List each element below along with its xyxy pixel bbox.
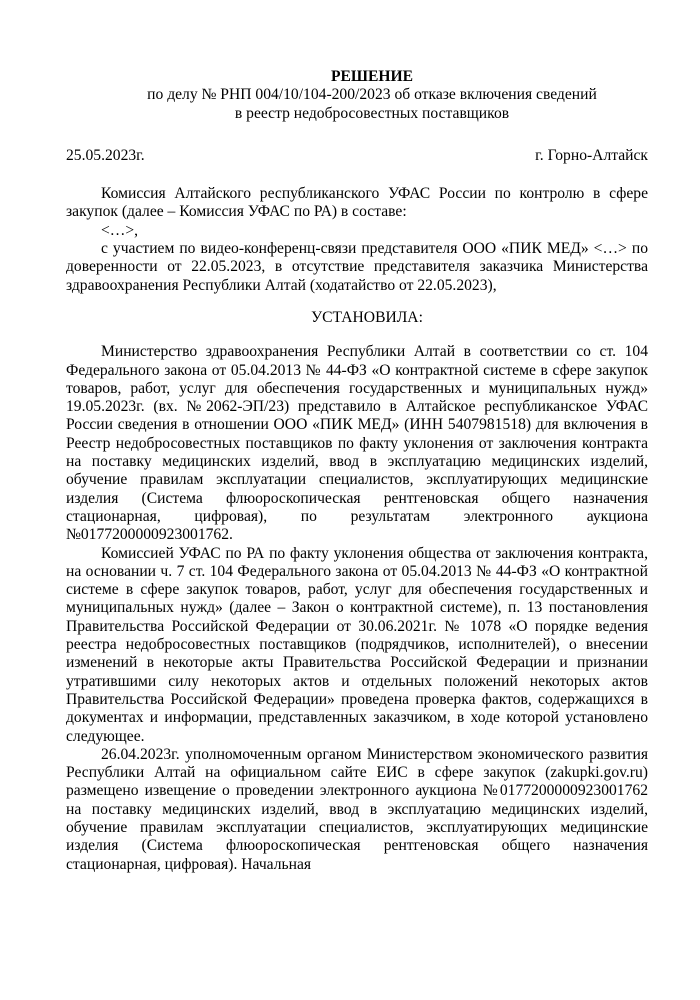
- document-title: РЕШЕНИЕ: [330, 68, 414, 85]
- body-paragraph-2: Комиссией УФАС по РА по факту уклонения общества от заключения контракта, на основании ч. 7 ст. 104 Федерального закона от 05.04.2013 № 44-ФЗ «О контрактной системе в сфере закупок товаров, работ, услуг для обеспечения государственных и муниципальных нужд» (далее – Закон о контрактной системе), п. 13 постановления Правительства Российской Федерации от 30.06.2021г. № 1078 «О порядке ведения реестра недобросовестных поставщиков (подрядчиков, исполнителей), о внесении изменений в некоторые акты Правительства Российской Федерации и признании утратившими силу некоторых актов и отдельных положений некоторых актов Правительства Российской Федерации» проведена проверка фактов, содержащихся в документах и информации, представленных заказчиком, в ходе которой установлено следующее.: [66, 544, 648, 745]
- document-date: 25.05.2023г.: [66, 146, 145, 164]
- participation-paragraph: с участием по видео-конференц-связи представителя ООО «ПИК МЕД» <…> по доверенности от 22.05.2023, в отсутствие представителя заказчика Министерства здравоохранения Республики Алтай (ходатайство от 22.05.2023),: [66, 240, 648, 294]
- section-heading: УСТАНОВИЛА:: [311, 308, 423, 326]
- document-city: г. Горно-Алтайск: [535, 146, 648, 164]
- date-place-row: [66, 147, 648, 165]
- document-subtitle-line2: в реестр недобросовестных поставщиков: [234, 104, 510, 122]
- document-subtitle-line1: по делу № РНП 004/10/104-200/2023 об отказе включения сведений: [147, 86, 597, 104]
- commission-members: <…>,: [101, 221, 139, 239]
- body-paragraph-3: 26.04.2023г. уполномоченным органом Министерством экономического развития Республики Алтай на официальном сайте ЕИС в сфере закупок (zakupki.gov.ru) размещено извещение о проведении электронного аукциона №0177200000923001762 на поставку медицинских изделий, ввод в эксплуатацию медицинских изделий, обучение правилам эксплуатации специалистов, эксплуатирующих медицинские изделия (Система флюороскопическая рентгеновская общего назначения стационарная, цифровая). Начальная: [66, 745, 648, 873]
- commission-intro: Комиссия Алтайского республиканского УФАС России по контролю в сфере закупок (далее – Комиссия УФАС по РА) в составе:: [66, 185, 648, 221]
- body-paragraph-1: Министерство здравоохранения Республики Алтай в соответствии со ст. 104 Федерального закона от 05.04.2013 № 44-ФЗ «О контрактной системе в сфере закупок товаров, работ, услуг для обеспечения государственных и муниципальных нужд» 19.05.2023г. (вх. №2062-ЭП/23) представило в Алтайское республиканское УФАС России сведения в отношении ООО «ПИК МЕД» (ИНН 5407981518) для включения в Реестр недобросовестных поставщиков по факту уклонения от заключения контракта на поставку медицинских изделий, ввод в эксплуатацию медицинских изделий, обучение правилам эксплуатации специалистов, эксплуатирующих медицинские изделия (Система флюороскопическая рентгеновская общего назначения стационарная, цифровая), по результатам электронного аукциона №0177200000923001762.: [66, 343, 648, 544]
